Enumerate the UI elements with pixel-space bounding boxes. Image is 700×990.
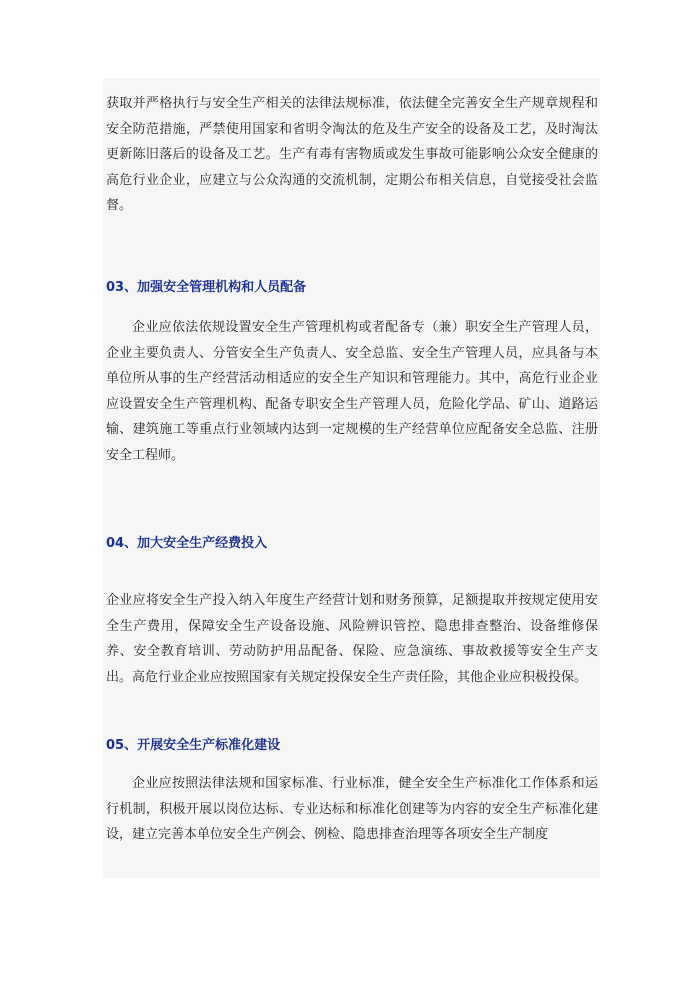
section-05-heading: 05、开展安全生产标准化建设	[106, 738, 281, 753]
section-05-paragraph: 企业应按照法律法规和国家标准、行业标准，健全安全生产标准化工作体系和运行机制，积极开展以岗位达标、专业达标和标准化创建等为内容的安全生产标准化建设，建立完善本单位安全生产例会、例检、隐患排查治理等各项安全生产制度	[106, 776, 598, 843]
section-04-paragraph: 企业应将安全生产投入纳入年度生产经营计划和财务预算，足额提取并按规定使用安全生产费用，保障安全生产设备设施、风险辨识管控、隐患排查整治、设备维修保养、安全教育培训、劳动防护用品配备、保险、应急演练、事故救援等安全生产支出。高危行业企业应按照国家有关规定投保安全生产责任险，其他企业应积极投保。	[106, 593, 598, 685]
intro-paragraph: 获取并严格执行与安全生产相关的法律法规标准，依法健全完善安全生产规章规程和安全防范措施，严禁使用国家和省明令淘汰的危及生产安全的设备及工艺，及时淘汰更新陈旧落后的设备及工艺。生产有毒有害物质或发生事故可能影响公众安全健康的高危行业企业，应建立与公众沟通的交流机制，定期公布相关信息，自觉接受社会监督。	[106, 96, 598, 214]
section-03-paragraph: 企业应依法依规设置安全生产管理机构或者配备专（兼）职安全生产管理人员，企业主要负责人、分管安全生产负责人、安全总监、安全生产管理人员，应具备与本单位所从事的生产经营活动相适应的安全生产知识和管理能力。其中，高危行业企业应设置安全生产管理机构、配备专职安全生产管理人员，危险化学品、矿山、道路运输、建筑施工等重点行业领域内达到一定规模的生产经营单位应配备安全总监、注册安全工程师。	[106, 320, 598, 463]
section-04-heading: 04、加大安全生产经费投入	[106, 536, 268, 551]
section-03-heading: 03、加强安全管理机构和人员配备	[106, 280, 307, 295]
